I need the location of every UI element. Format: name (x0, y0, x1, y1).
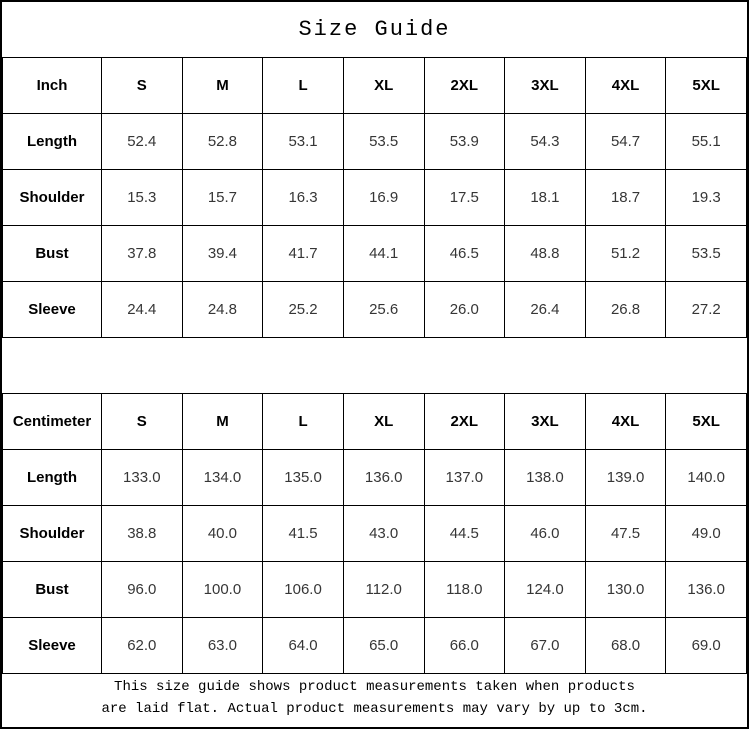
page-title: Size Guide (298, 17, 451, 42)
row-label-cell: Shoulder (3, 170, 102, 226)
measurement-cell: 134.0 (182, 450, 263, 506)
measurement-cell: 55.1 (666, 114, 747, 170)
measurement-cell: 135.0 (263, 450, 344, 506)
size-header-cell: XL (343, 58, 424, 114)
size-header-cell: 4XL (585, 394, 666, 450)
measurement-cell: 46.0 (505, 506, 586, 562)
measurement-cell: 41.5 (263, 506, 344, 562)
measurement-cell: 44.1 (343, 226, 424, 282)
measurement-cell: 16.9 (343, 170, 424, 226)
size-header-cell: L (263, 58, 344, 114)
measurement-cell: 52.4 (102, 114, 183, 170)
size-header-cell: S (102, 58, 183, 114)
size-header-cell: 3XL (505, 394, 586, 450)
measurement-cell: 18.1 (505, 170, 586, 226)
size-header-cell: M (182, 58, 263, 114)
size-header-cell: XL (343, 394, 424, 450)
measurement-cell: 66.0 (424, 618, 505, 674)
measurement-cell: 53.5 (343, 114, 424, 170)
measurement-cell: 136.0 (343, 450, 424, 506)
measurement-cell: 53.9 (424, 114, 505, 170)
measurement-cell: 26.8 (585, 282, 666, 338)
measurement-cell: 26.4 (505, 282, 586, 338)
size-header-cell: S (102, 394, 183, 450)
measurement-cell: 67.0 (505, 618, 586, 674)
measurement-cell: 138.0 (505, 450, 586, 506)
measurement-cell: 118.0 (424, 562, 505, 618)
measurement-cell: 96.0 (102, 562, 183, 618)
measurement-cell: 139.0 (585, 450, 666, 506)
table-row-sleeve (3, 282, 747, 338)
table-row-shoulder (3, 170, 747, 226)
measurement-cell: 54.7 (585, 114, 666, 170)
measurement-cell: 41.7 (263, 226, 344, 282)
measurement-cell: 133.0 (102, 450, 183, 506)
size-header-cell: 5XL (666, 394, 747, 450)
table-row-bust (3, 226, 747, 282)
measurement-cell: 62.0 (102, 618, 183, 674)
table-row-sleeve (3, 618, 747, 674)
measurement-cell: 106.0 (263, 562, 344, 618)
row-label-cell: Length (3, 114, 102, 170)
measurement-cell: 38.8 (102, 506, 183, 562)
measurement-cell: 24.8 (182, 282, 263, 338)
measurement-cell: 15.3 (102, 170, 183, 226)
measurement-cell: 54.3 (505, 114, 586, 170)
table-row-length (3, 114, 747, 170)
row-label-cell: Sleeve (3, 282, 102, 338)
measurement-cell: 130.0 (585, 562, 666, 618)
measurement-cell: 65.0 (343, 618, 424, 674)
measurement-cell: 24.4 (102, 282, 183, 338)
measurement-cell: 48.8 (505, 226, 586, 282)
measurement-cell: 25.6 (343, 282, 424, 338)
table-row-bust (3, 562, 747, 618)
measurement-cell: 19.3 (666, 170, 747, 226)
size-header-cell: 2XL (424, 58, 505, 114)
measurement-cell: 26.0 (424, 282, 505, 338)
measurement-cell: 124.0 (505, 562, 586, 618)
row-label-cell: Bust (3, 562, 102, 618)
row-label-cell: Shoulder (3, 506, 102, 562)
table-row-shoulder (3, 506, 747, 562)
inch-size-table (2, 57, 747, 338)
measurement-cell: 51.2 (585, 226, 666, 282)
size-header-cell: M (182, 394, 263, 450)
measurement-cell: 39.4 (182, 226, 263, 282)
note-line-2: are laid flat. Actual product measurements may vary by up to 3cm. (101, 701, 648, 717)
measurement-cell: 47.5 (585, 506, 666, 562)
size-header-cell: 2XL (424, 394, 505, 450)
row-label-cell: Length (3, 450, 102, 506)
unit-header-cell: Inch (3, 58, 102, 114)
measurement-cell: 43.0 (343, 506, 424, 562)
row-label-cell: Sleeve (3, 618, 102, 674)
measurement-cell: 64.0 (263, 618, 344, 674)
measurement-cell: 40.0 (182, 506, 263, 562)
measurement-cell: 46.5 (424, 226, 505, 282)
measurement-cell: 68.0 (585, 618, 666, 674)
table-row-length (3, 450, 747, 506)
measurement-cell: 69.0 (666, 618, 747, 674)
measurement-cell: 49.0 (666, 506, 747, 562)
measurement-cell: 53.1 (263, 114, 344, 170)
measurement-cell: 53.5 (666, 226, 747, 282)
measurement-cell: 17.5 (424, 170, 505, 226)
measurement-cell: 18.7 (585, 170, 666, 226)
measurement-cell: 27.2 (666, 282, 747, 338)
measurement-cell: 63.0 (182, 618, 263, 674)
measurement-cell: 37.8 (102, 226, 183, 282)
note-line-1: This size guide shows product measurements taken when products (114, 679, 635, 696)
measurement-cell: 100.0 (182, 562, 263, 618)
size-header-cell: L (263, 394, 344, 450)
size-guide-note (2, 674, 747, 724)
size-header-cell: 4XL (585, 58, 666, 114)
centimeter-header-row (3, 394, 747, 450)
table-spacer (2, 338, 747, 393)
measurement-cell: 44.5 (424, 506, 505, 562)
measurement-cell: 15.7 (182, 170, 263, 226)
measurement-cell: 140.0 (666, 450, 747, 506)
measurement-cell: 52.8 (182, 114, 263, 170)
measurement-cell: 25.2 (263, 282, 344, 338)
unit-header-cell: Centimeter (3, 394, 102, 450)
measurement-cell: 16.3 (263, 170, 344, 226)
size-header-cell: 3XL (505, 58, 586, 114)
row-label-cell: Bust (3, 226, 102, 282)
measurement-cell: 112.0 (343, 562, 424, 618)
centimeter-size-table (2, 393, 747, 674)
inch-header-row (3, 58, 747, 114)
measurement-cell: 137.0 (424, 450, 505, 506)
measurement-cell: 136.0 (666, 562, 747, 618)
size-header-cell: 5XL (666, 58, 747, 114)
